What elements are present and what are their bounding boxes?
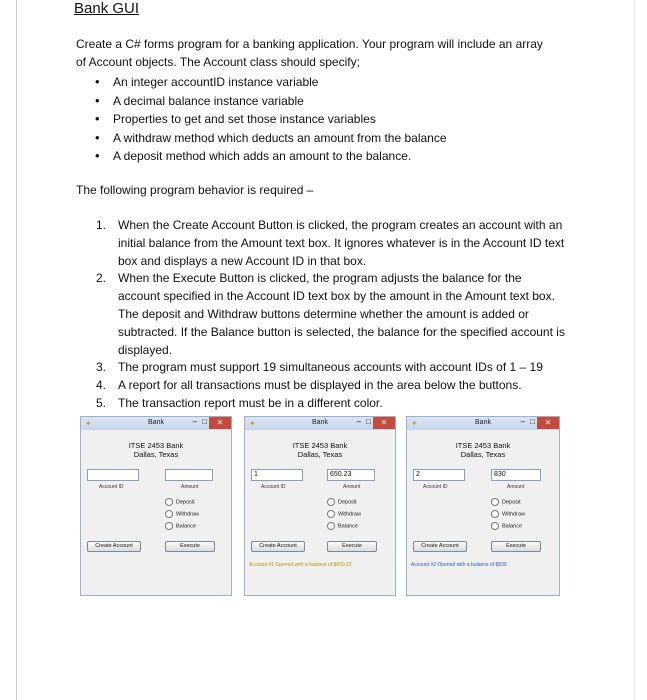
doc-title: Bank GUI: [74, 0, 140, 17]
radio-label: Withdraw: [502, 511, 525, 518]
bank-window-2: [244, 416, 396, 596]
execute-button[interactable]: Execute: [491, 541, 541, 552]
location-label: Dallas, Texas: [297, 450, 343, 459]
amount-label: Amount: [343, 484, 361, 490]
radio-label: Balance: [502, 523, 522, 530]
minimize-icon[interactable]: –: [192, 417, 197, 426]
radio-label: Withdraw: [338, 511, 361, 518]
list-item: • A deposit method which adds an amount to the balance.: [95, 147, 447, 166]
amount-input[interactable]: [165, 469, 213, 481]
radio-label: Deposit: [176, 499, 195, 506]
transaction-report: Account #2 Opened with a balance of $830: [411, 562, 507, 568]
requirements-list: [95, 73, 447, 166]
window-title: Bank: [475, 419, 491, 426]
account-id-label: Account ID: [99, 484, 124, 490]
minimize-icon[interactable]: –: [356, 417, 361, 426]
window-title: Bank: [148, 419, 164, 426]
balance-radio[interactable]: [491, 522, 522, 530]
create-account-button[interactable]: Create Account: [251, 541, 305, 552]
list-item: [96, 217, 566, 270]
withdraw-radio[interactable]: [327, 510, 361, 518]
deposit-radio[interactable]: [327, 498, 357, 506]
amount-input[interactable]: 830: [491, 469, 541, 481]
app-icon: ✦: [85, 419, 92, 428]
account-id-label: Account ID: [261, 484, 286, 490]
step-number: 2.: [96, 271, 107, 286]
step-text: When the Execute Button is clicked, the program adjusts the balance for the account specified in the Account ID text box by the amount in the Amount text box. The deposit and Withdraw buttons determine whether the amount is added or subtracted. If the Balance button is selected, the balance for the specified account is displayed.: [118, 271, 565, 357]
title-bar: [245, 417, 395, 430]
intro-paragraph: Create a C# forms program for a banking application. Your program will include an array of Account objects. The Account class should specify;: [76, 37, 543, 69]
radio-label: Balance: [176, 523, 196, 530]
balance-radio[interactable]: [165, 522, 196, 530]
amount-label: Amount: [507, 484, 525, 490]
org-label: ITSE 2453 Bank: [128, 441, 184, 450]
radio-label: Deposit: [338, 499, 357, 506]
step-number: 1.: [96, 218, 107, 232]
step-text: The transaction report must be in a different color.: [118, 395, 383, 410]
step-text: The program must support 19 simultaneous accounts with account IDs of 1 – 19: [118, 360, 543, 375]
step-number: 5.: [96, 395, 107, 410]
account-id-label: Account ID: [423, 484, 448, 490]
location-label: Dallas, Texas: [460, 450, 506, 459]
account-id-input[interactable]: 1: [251, 469, 303, 481]
list-item: [96, 270, 566, 359]
withdraw-radio[interactable]: [491, 510, 525, 518]
page-right-edge: [634, 0, 635, 700]
close-icon[interactable]: ✕: [373, 417, 395, 429]
step-number: 4.: [96, 378, 107, 393]
page-left-edge: [16, 0, 17, 700]
withdraw-radio[interactable]: [165, 510, 199, 518]
step-text: A report for all transactions must be displayed in the area below the buttons.: [118, 378, 522, 393]
list-item: [96, 395, 566, 413]
list-item: • An integer accountID instance variable: [95, 73, 447, 92]
window-title: Bank: [312, 419, 328, 426]
app-icon: ✦: [249, 419, 256, 428]
list-item: [96, 377, 566, 395]
maximize-icon[interactable]: □: [202, 417, 207, 426]
radio-label: Withdraw: [176, 511, 199, 518]
org-label: ITSE 2453 Bank: [455, 441, 511, 450]
bank-window-1: [80, 416, 232, 596]
create-account-button[interactable]: Create Account: [413, 541, 467, 552]
amount-label: Amount: [181, 484, 199, 490]
title-bar: [407, 417, 559, 430]
deposit-radio[interactable]: [491, 498, 521, 506]
create-account-button[interactable]: Create Account: [87, 541, 141, 552]
amount-input[interactable]: 650.23: [327, 469, 375, 481]
minimize-icon[interactable]: –: [520, 417, 525, 426]
step-number: 3.: [96, 360, 107, 375]
step-text: When the Create Account Button is clicked, the program creates an account with an initial balance from the Amount text box. It ignores whatever is in the Account ID text box and displays a new Account ID in that box.: [118, 218, 565, 268]
deposit-radio[interactable]: [165, 498, 195, 506]
radio-label: Deposit: [502, 499, 521, 506]
location-label: Dallas, Texas: [133, 450, 179, 459]
list-item: • A decimal balance instance variable: [95, 92, 447, 111]
maximize-icon[interactable]: □: [366, 417, 371, 426]
list-item: • Properties to get and set those instance variables: [95, 110, 447, 129]
app-icon: ✦: [411, 419, 418, 428]
list-item: [96, 359, 566, 377]
bank-window-3: [406, 416, 560, 596]
close-icon[interactable]: ✕: [537, 417, 559, 429]
behavior-steps: [96, 217, 566, 413]
org-label: ITSE 2453 Bank: [292, 441, 348, 450]
execute-button[interactable]: Execute: [327, 541, 377, 552]
radio-label: Balance: [338, 523, 358, 530]
execute-button[interactable]: Execute: [165, 541, 215, 552]
account-id-input[interactable]: 2: [413, 469, 465, 481]
balance-radio[interactable]: [327, 522, 358, 530]
behavior-heading: The following program behavior is required –: [76, 183, 314, 197]
account-id-input[interactable]: [87, 469, 139, 481]
title-bar: [81, 417, 231, 430]
close-icon[interactable]: ✕: [209, 417, 231, 429]
list-item: • A withdraw method which deducts an amount from the balance: [95, 129, 447, 148]
maximize-icon[interactable]: □: [530, 417, 535, 426]
transaction-report: Account #1 Opened with a balance of $650.23: [249, 562, 352, 568]
